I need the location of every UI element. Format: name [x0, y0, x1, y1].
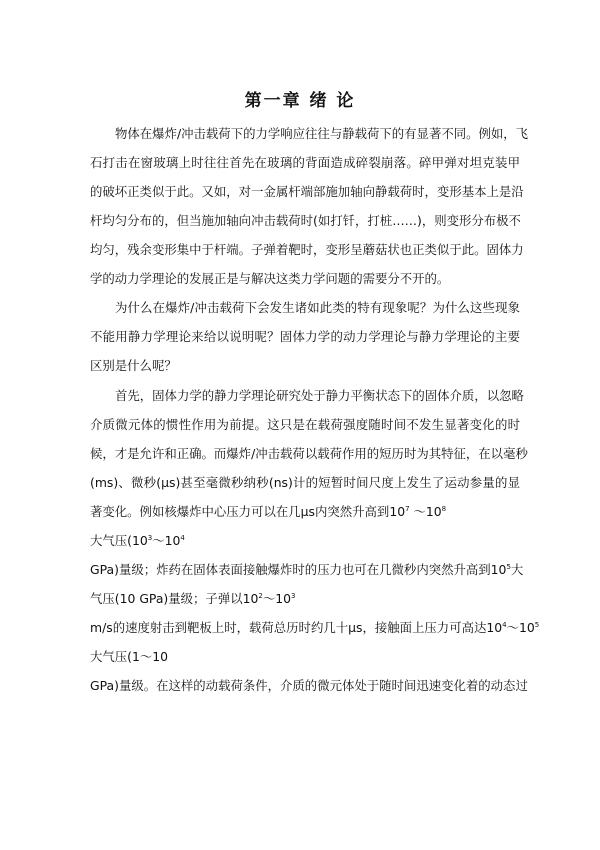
paragraph-line: 大气压(1～10	[90, 649, 169, 664]
paragraph-line: 不能用静力学理论来给以说明呢？固体力学的动力学理论与静力学理论的主要	[90, 329, 520, 344]
paragraph-line: 学的动力学理论的发展正是与解决这类力学问题的需要分不开的。	[90, 271, 450, 286]
paragraph-line: 区别是什么呢？	[90, 358, 177, 373]
paragraph-line: 著变化。例如核爆炸中心压力可以在几μs内突然升高到$10^7$ $\sim 10^8$	[90, 504, 447, 519]
paragraph-line: 首先，固体力学的静力学理论研究处于静力平衡状态下的固体介质，以忽略	[115, 388, 524, 403]
paragraph-line: 介质微元体的惯性作用为前提。这只是在载荷强度随时间不发生显著变化的时	[90, 417, 520, 432]
paragraph-line: GPa)量级。在这样的动载荷条件，介质的微元体处于随时间迅速变化着的动态过	[90, 678, 528, 693]
paragraph-line: m/s的速度射击到靶板上时，载荷总历时约几十μs，接触面上压力可高达$10^4\sim 10^5$	[90, 620, 540, 635]
paragraph-line: 均匀，残余变形集中于杆端。子弹着靶时，变形呈蘑菇状也正类似于此。固体力	[90, 242, 524, 257]
paragraph-line: 杆均匀分布的，但当施加轴向冲击载荷时(如打钎，打桩……)，则变形分布极不	[90, 213, 521, 228]
chapter-title: 第一章 绪 论	[244, 91, 356, 111]
paragraph-line: 候，才是允许和正确。而爆炸/冲击载荷以载荷作用的短历时为其特征，在以毫秒	[90, 446, 528, 461]
paragraph-line: 气压(10 GPa)量级；子弹以$10^2\sim 10^3$	[90, 591, 296, 606]
paragraph-line: 大气压($10^3\sim 10^4$	[90, 533, 185, 548]
paragraph-line: 石打击在窗玻璃上时往往首先在玻璃的背面造成碎裂崩落。碎甲弹对坦克装甲	[90, 155, 520, 170]
paragraph-line: 物体在爆炸/冲击载荷下的力学响应往往与静载荷下的有显著不同。例如，飞	[115, 126, 529, 141]
paragraph-line: GPa)量级；炸药在固体表面接触爆炸时的压力也可在几微秒内突然升高到$10^5$大	[90, 562, 524, 577]
paragraph-line: 为什么在爆炸/冲击载荷下会发生诸如此类的特有现象呢？为什么这些现象	[115, 300, 520, 315]
paragraph-line: (ms)、微秒(μs)甚至毫微秒纳秒(ns)计的短暂时间尺度上发生了运动参量的显	[90, 475, 520, 490]
paragraph-line: 的破坏正类似于此。又如，对一金属杆端部施加轴向静载荷时，变形基本上是沿	[90, 184, 524, 199]
